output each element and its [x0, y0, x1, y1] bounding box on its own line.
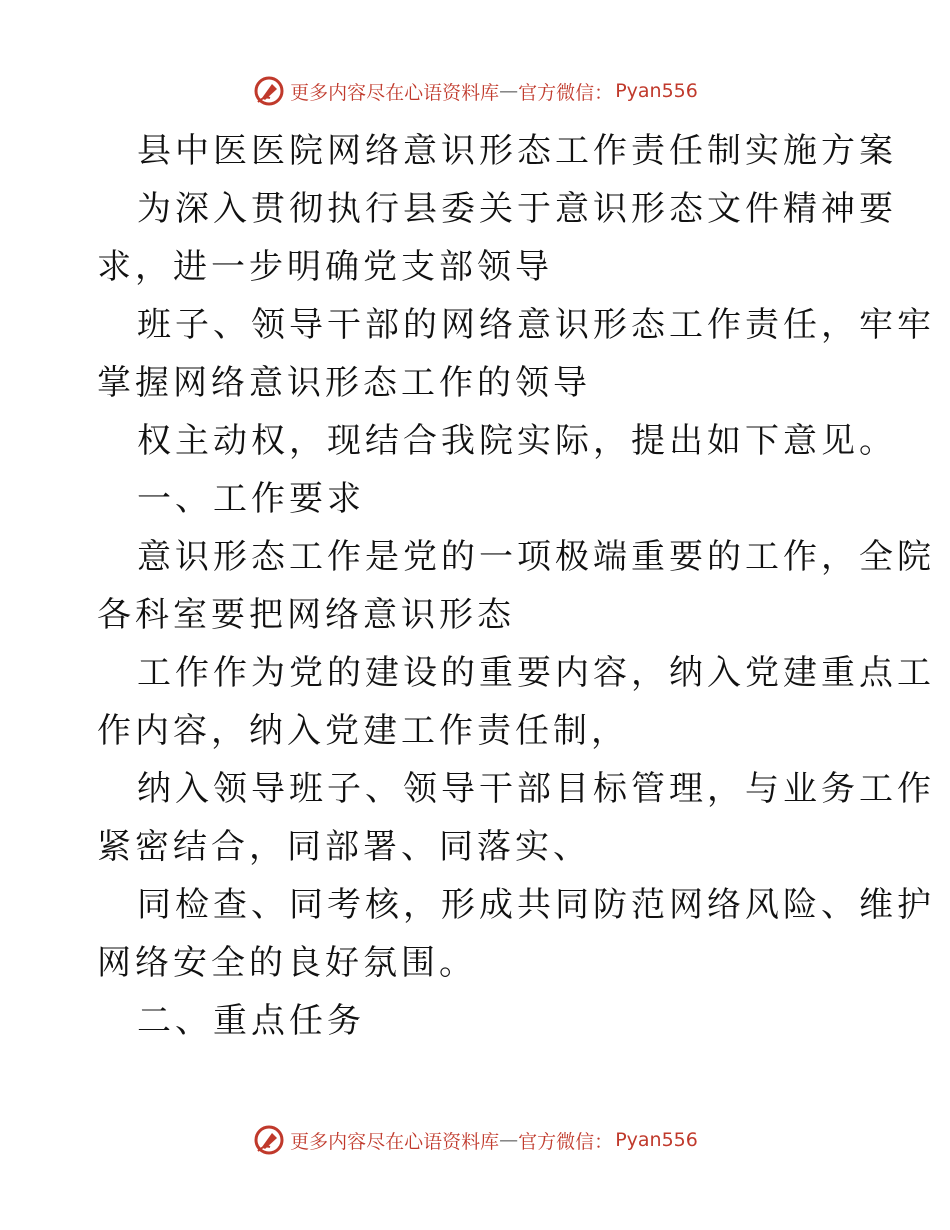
watermark-site-text: 更多内容尽在心语资料库 — [290, 1130, 500, 1153]
text-line: 作内容，纳入党建工作责任制， — [97, 711, 629, 751]
watermark-banner-bottom — [0, 1120, 950, 1160]
text-line: 权主动权，现结合我院实际，提出如下意见。 — [137, 421, 897, 461]
text-line: 工作作为党的建设的重要内容，纳入党建重点工 — [137, 653, 935, 693]
text-line: 网络安全的良好氛围。 — [97, 943, 477, 983]
watermark-site-text: 更多内容尽在心语资料库 — [290, 81, 500, 104]
watermark-wechat-label: 官方微信： — [518, 81, 614, 104]
watermark-banner-top — [0, 71, 950, 111]
watermark-separator: — — [499, 80, 519, 102]
document-title: 县中医医院网络意识形态工作责任制实施方案 — [137, 131, 897, 171]
text-line: 意识形态工作是党的一项极端重要的工作，全院 — [137, 537, 935, 577]
text-line: 同检查、同考核，形成共同防范网络风险、维护 — [137, 885, 935, 925]
text-line: 二、重点任务 — [137, 1001, 365, 1041]
text-line: 班子、领导干部的网络意识形态工作责任，牢牢 — [137, 305, 935, 345]
text-line: 一、工作要求 — [137, 479, 365, 519]
watermark-wechat-id: Pyan556 — [615, 1129, 698, 1151]
text-line: 纳入领导班子、领导干部目标管理，与业务工作 — [137, 769, 935, 809]
text-line: 求，进一步明确党支部领导 — [97, 247, 553, 287]
watermark-wechat-label: 官方微信： — [518, 1130, 614, 1153]
pen-nib-logo-icon — [252, 74, 286, 108]
text-line: 各科室要把网络意识形态 — [97, 595, 515, 635]
watermark-separator: — — [499, 1129, 519, 1151]
document-body — [97, 122, 935, 1050]
watermark-wechat-id: Pyan556 — [615, 80, 698, 102]
text-line: 掌握网络意识形态工作的领导 — [97, 363, 591, 403]
text-line: 为深入贯彻执行县委关于意识形态文件精神要 — [137, 189, 897, 229]
text-line: 紧密结合，同部署、同落实、 — [97, 827, 591, 867]
pen-nib-logo-icon — [252, 1123, 286, 1157]
